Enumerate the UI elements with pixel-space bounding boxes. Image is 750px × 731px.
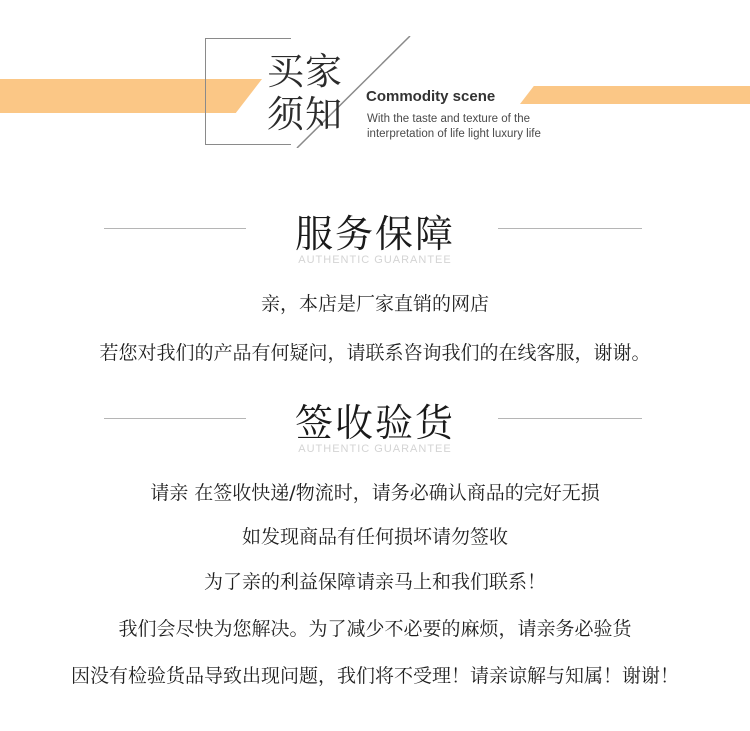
service-section-subtitle: AUTHENTIC GUARANTEE bbox=[298, 254, 452, 266]
logo-title-line1: 买家 bbox=[267, 50, 343, 93]
inspection-section-title: 签收验货 bbox=[294, 401, 455, 445]
inspection-text-line: 请亲 在签收快递/物流时，请务必确认商品的完好无损 bbox=[150, 482, 600, 504]
inspection-section-subtitle: AUTHENTIC GUARANTEE bbox=[298, 443, 452, 455]
inspection-text-line: 如发现商品有任何损坏请勿签收 bbox=[241, 526, 508, 548]
service-text-line: 若您对我们的产品有何疑问，请联系咨询我们的在线客服，谢谢。 bbox=[99, 342, 651, 364]
commodity-scene-title: Commodity scene bbox=[366, 88, 496, 105]
logo-title-line2: 须知 bbox=[267, 93, 343, 136]
commodity-scene-description bbox=[367, 112, 541, 142]
inspection-text-line: 因没有检验货品导致出现问题，我们将不受理！请亲谅解与知属！谢谢！ bbox=[70, 665, 679, 687]
service-section-title: 服务保障 bbox=[294, 212, 455, 256]
service-text-line: 亲，本店是厂家直销的网店 bbox=[260, 293, 489, 315]
accent-band-right bbox=[520, 86, 750, 104]
commodity-desc-line2: interpretation of life light luxury life bbox=[367, 128, 541, 140]
inspection-text-line: 我们会尽快为您解决。为了减少不必要的麻烦，请亲务必验货 bbox=[118, 618, 632, 640]
commodity-desc-line1: With the taste and texture of the bbox=[367, 113, 531, 125]
logo-title bbox=[267, 50, 343, 136]
inspection-text-line: 为了亲的利益保障请亲马上和我们联系！ bbox=[203, 571, 546, 593]
